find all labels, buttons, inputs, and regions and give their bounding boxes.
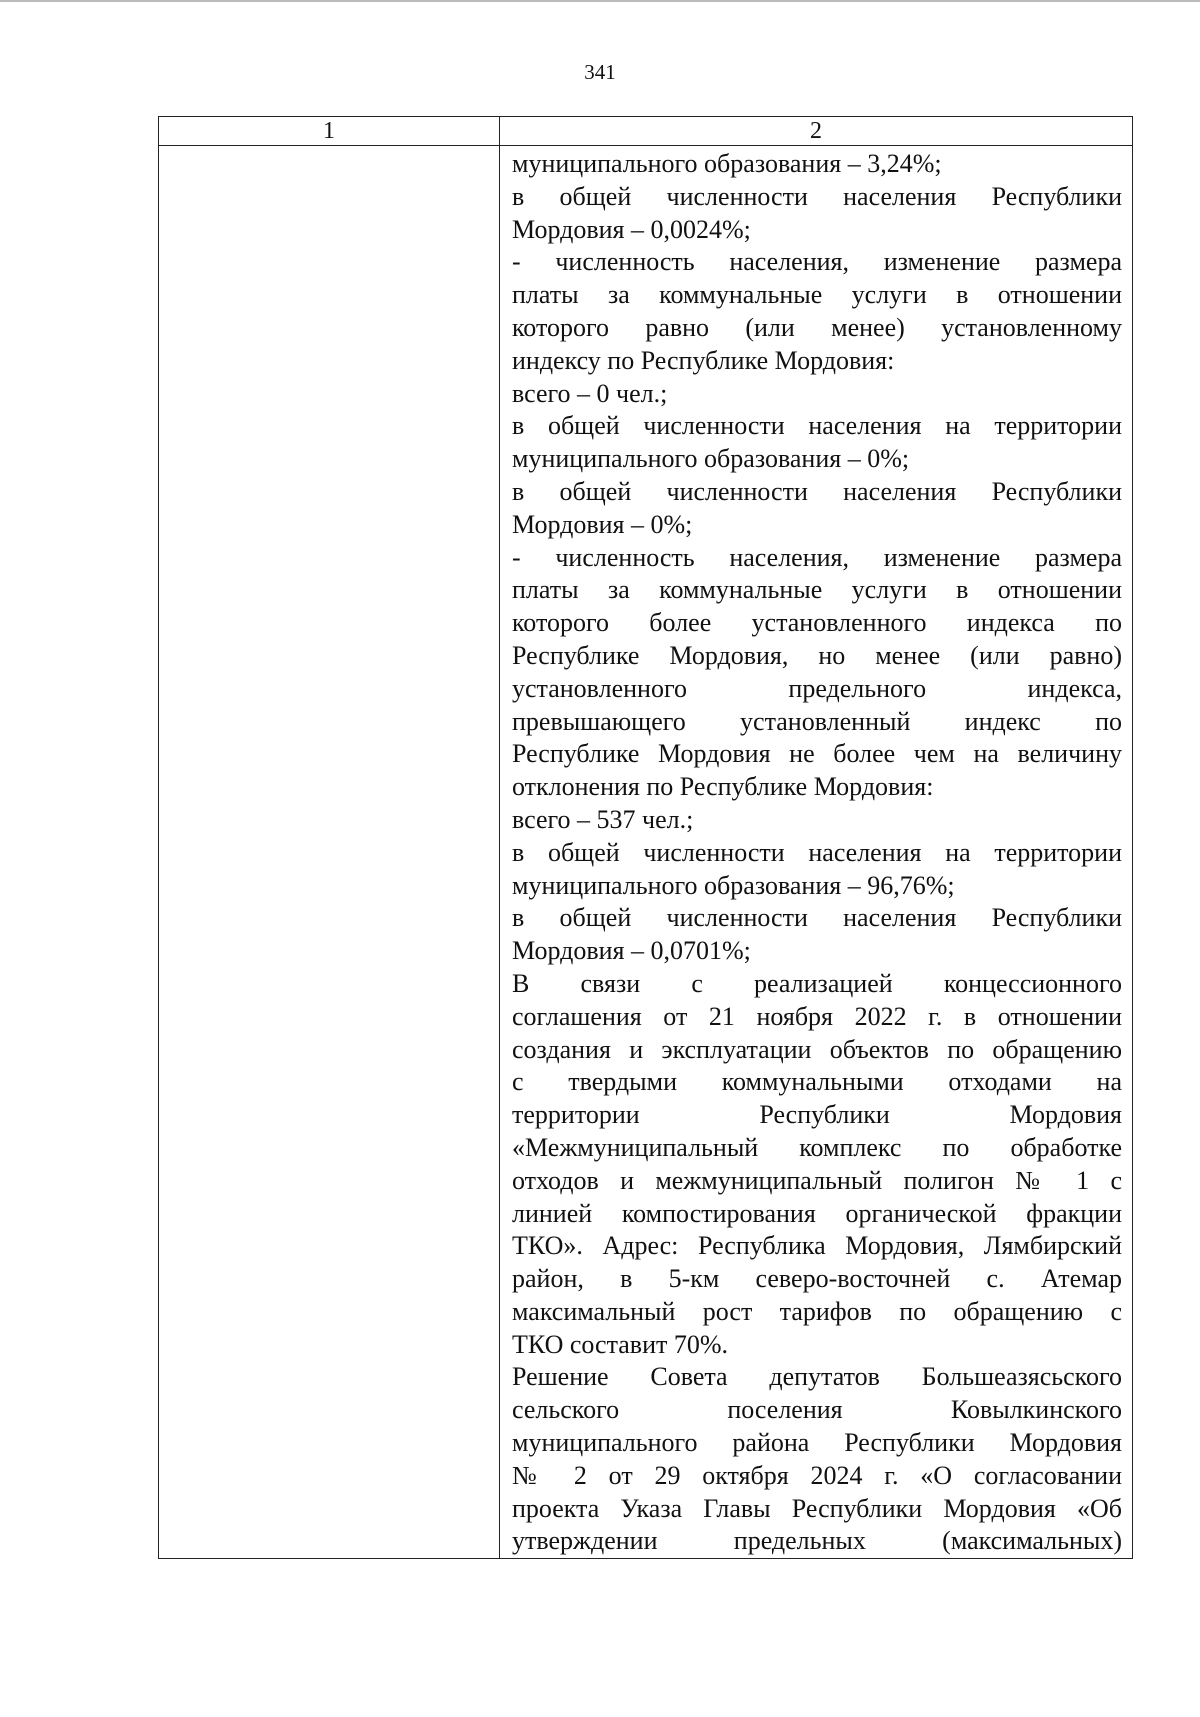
column-2-text (500, 146, 1132, 1558)
column-header-2: 2 (500, 117, 1133, 146)
text-line: в общей численности населения Республики (512, 476, 1122, 506)
text-line: которого равно (или менее) установленному (512, 312, 1122, 342)
top-scan-rule (0, 0, 1200, 2)
text-line: муниципального образования – 96,76%; (512, 870, 955, 900)
text-line: № 2 от 29 октября 2024 г. «О согласовании (512, 1460, 1122, 1490)
text-line: муниципального образования – 3,24%; (512, 149, 942, 178)
text-line: всего – 0 чел.; (512, 378, 668, 408)
text-line: утверждении предельных (максимальных) (512, 1526, 1122, 1556)
text-line: отходов и межмуниципальный полигон № 1 с (512, 1165, 1122, 1195)
text-line: установленного предельного индекса, (512, 673, 1122, 703)
text-line: создания и эксплуатации объектов по обращению (512, 1034, 1122, 1064)
text-line: ТКО». Адрес: Республика Мордовия, Лямбирский (512, 1231, 1122, 1261)
text-line: в общей численности населения Республики (512, 181, 1122, 211)
text-line: Решение Совета депутатов Большеазясьского (512, 1362, 1122, 1392)
text-line: платы за коммунальные услуги в отношении (512, 280, 1122, 310)
table-header-row (159, 117, 1133, 146)
text-line: - численность населения, изменение размера (512, 247, 1122, 277)
text-line: которого более установленного индекса по (512, 608, 1122, 638)
text-line: линией компостирования органической фракции (512, 1198, 1122, 1228)
text-line: в общей численности населения на территории (512, 411, 1122, 441)
text-line: - численность населения, изменение размера (512, 542, 1122, 572)
text-line: В связи с реализацией концессионного (512, 968, 1122, 998)
table-row (159, 146, 1133, 1559)
text-line: в общей численности населения Республики (512, 903, 1122, 933)
text-line: район, в 5-км северо-восточней с. Атемар (512, 1264, 1122, 1294)
page-number: 341 (584, 60, 616, 84)
text-line: Мордовия – 0,0024%; (512, 214, 751, 244)
text-line: всего – 537 чел.; (512, 804, 694, 834)
text-line: платы за коммунальные услуги в отношении (512, 575, 1122, 605)
text-line: территории Республики Мордовия (512, 1100, 1122, 1130)
document-table (158, 116, 1133, 1559)
text-line: «Межмуниципальный комплекс по обработке (512, 1132, 1122, 1162)
text-line: муниципального образования – 0%; (512, 444, 910, 474)
column-header-1: 1 (159, 117, 500, 146)
text-line: Республике Мордовия, но менее (или равно) (512, 640, 1122, 670)
column-2-cell (500, 146, 1133, 1559)
text-line: превышающего установленный индекс по (512, 706, 1122, 736)
text-line: ТКО составит 70%. (512, 1329, 729, 1359)
text-line: с твердыми коммунальными отходами на (512, 1067, 1122, 1097)
text-line: соглашения от 21 ноября 2022 г. в отношении (512, 1001, 1122, 1031)
text-line: Мордовия – 0%; (512, 509, 693, 539)
text-line: индексу по Республике Мордовия: (512, 345, 895, 375)
text-line: максимальный рост тарифов по обращению с (512, 1296, 1122, 1326)
text-line: проекта Указа Главы Республики Мордовия «Об (512, 1493, 1122, 1523)
text-line: в общей численности населения на территории (512, 837, 1122, 867)
text-line: Мордовия – 0,0701%; (512, 936, 751, 966)
text-line: Республике Мордовия не более чем на величину (512, 739, 1122, 769)
column-1-cell (159, 146, 500, 1559)
text-line: муниципального района Республики Мордовия (512, 1428, 1122, 1458)
text-line: отклонения по Республике Мордовия: (512, 772, 934, 802)
text-line: сельского поселения Ковылкинского (512, 1395, 1122, 1425)
